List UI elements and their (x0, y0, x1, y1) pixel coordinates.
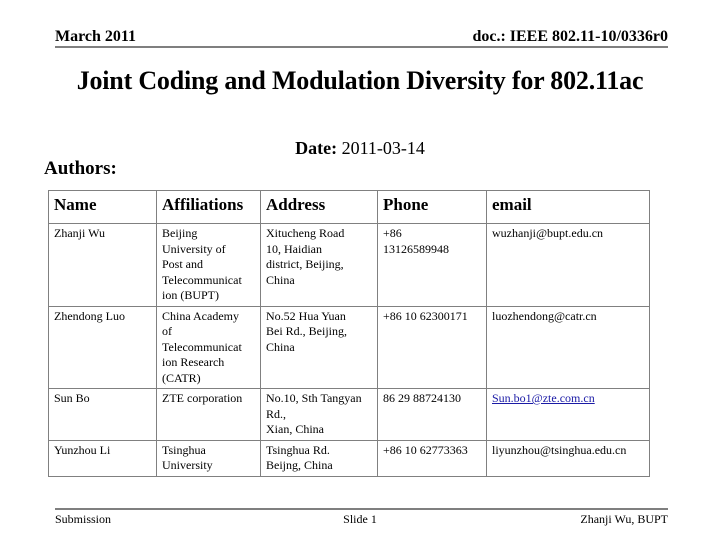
author-address (261, 306, 378, 389)
affiliation-line: China Academy (162, 308, 239, 323)
footer-submission: Submission (55, 512, 112, 526)
affiliation-line: (CATR) (162, 370, 201, 385)
author-phone (378, 306, 487, 389)
email-link[interactable]: Sun.bo1@zte.com.cn (492, 391, 595, 405)
address-line: Xitucheng Road (266, 226, 345, 240)
date-line (0, 138, 720, 159)
author-affiliation (157, 389, 261, 441)
address-line: Rd., (266, 406, 287, 421)
phone-line: 13126589948 (383, 241, 449, 256)
affiliation-line: University (162, 458, 213, 472)
table-row (49, 440, 650, 476)
footer-author: Zhanji Wu, BUPT (580, 512, 668, 526)
phone-line: +86 (383, 226, 402, 240)
affiliation-line: Telecommunicat (162, 339, 242, 354)
affiliation-line: Telecommunicat (162, 272, 242, 287)
affiliation-line: Post and (162, 257, 204, 271)
column-header-name: Name (49, 191, 157, 224)
slide-title: Joint Coding and Modulation Diversity for 802.11ac (76, 66, 644, 95)
column-header-address: Address (261, 191, 378, 224)
phone-line: +86 10 62300171 (383, 308, 468, 323)
header-date: March 2011 (55, 28, 137, 45)
affiliation-line: Beijing (162, 226, 198, 240)
author-email: luozhendong@catr.cn (487, 306, 650, 389)
affiliation-line: ion Research (162, 355, 225, 369)
author-phone (378, 440, 487, 476)
address-line: Bei Rd., Beijing, (266, 324, 347, 338)
author-name: Zhendong Luo (49, 306, 157, 389)
table-row (49, 389, 650, 441)
author-name: Sun Bo (49, 389, 157, 441)
column-header-email: email (487, 191, 650, 224)
author-address (261, 224, 378, 307)
authors-table (48, 190, 650, 477)
address-line: China (266, 272, 295, 287)
address-line: 10, Haidian (266, 241, 322, 256)
phone-line: 86 29 88724130 (383, 391, 461, 405)
header-doc-id: doc.: IEEE 802.11-10/0336r0 (472, 28, 668, 45)
author-email: wuzhanji@bupt.edu.cn (487, 224, 650, 307)
author-phone (378, 389, 487, 441)
footer-divider (55, 508, 668, 510)
phone-line: +86 10 62773363 (383, 442, 468, 457)
author-phone (378, 224, 487, 307)
date-label: Date: (295, 138, 338, 158)
author-address (261, 440, 378, 476)
author-address (261, 389, 378, 441)
table-row (49, 224, 650, 307)
affiliation-line: of (162, 324, 172, 338)
author-email: liyunzhou@tsinghua.edu.cn (487, 440, 650, 476)
affiliation-line: Tsinghua (162, 442, 206, 457)
affiliation-line: University of (162, 241, 226, 256)
column-header-affiliations: Affiliations (157, 191, 261, 224)
affiliation-line: ion (BUPT) (162, 288, 219, 302)
header-divider (55, 46, 668, 48)
author-affiliation (157, 224, 261, 307)
address-line: Xian, China (266, 422, 324, 436)
address-line: Tsinghua Rd. (266, 442, 330, 457)
column-header-phone: Phone (378, 191, 487, 224)
address-line: Beijng, China (266, 458, 333, 472)
author-affiliation (157, 306, 261, 389)
table-row (49, 306, 650, 389)
address-line: No.52 Hua Yuan (266, 308, 346, 323)
author-affiliation (157, 440, 261, 476)
footer-slide-number: Slide 1 (343, 512, 377, 526)
affiliation-line: ZTE corporation (162, 391, 243, 405)
author-email (487, 389, 650, 441)
author-name: Zhanji Wu (49, 224, 157, 307)
authors-heading: Authors: (44, 158, 117, 179)
address-line: China (266, 339, 295, 354)
address-line: No.10, Sth Tangyan (266, 391, 362, 405)
date-value: 2011-03-14 (341, 138, 425, 158)
author-name: Yunzhou Li (49, 440, 157, 476)
address-line: district, Beijing, (266, 257, 344, 271)
table-header-row (49, 191, 650, 224)
